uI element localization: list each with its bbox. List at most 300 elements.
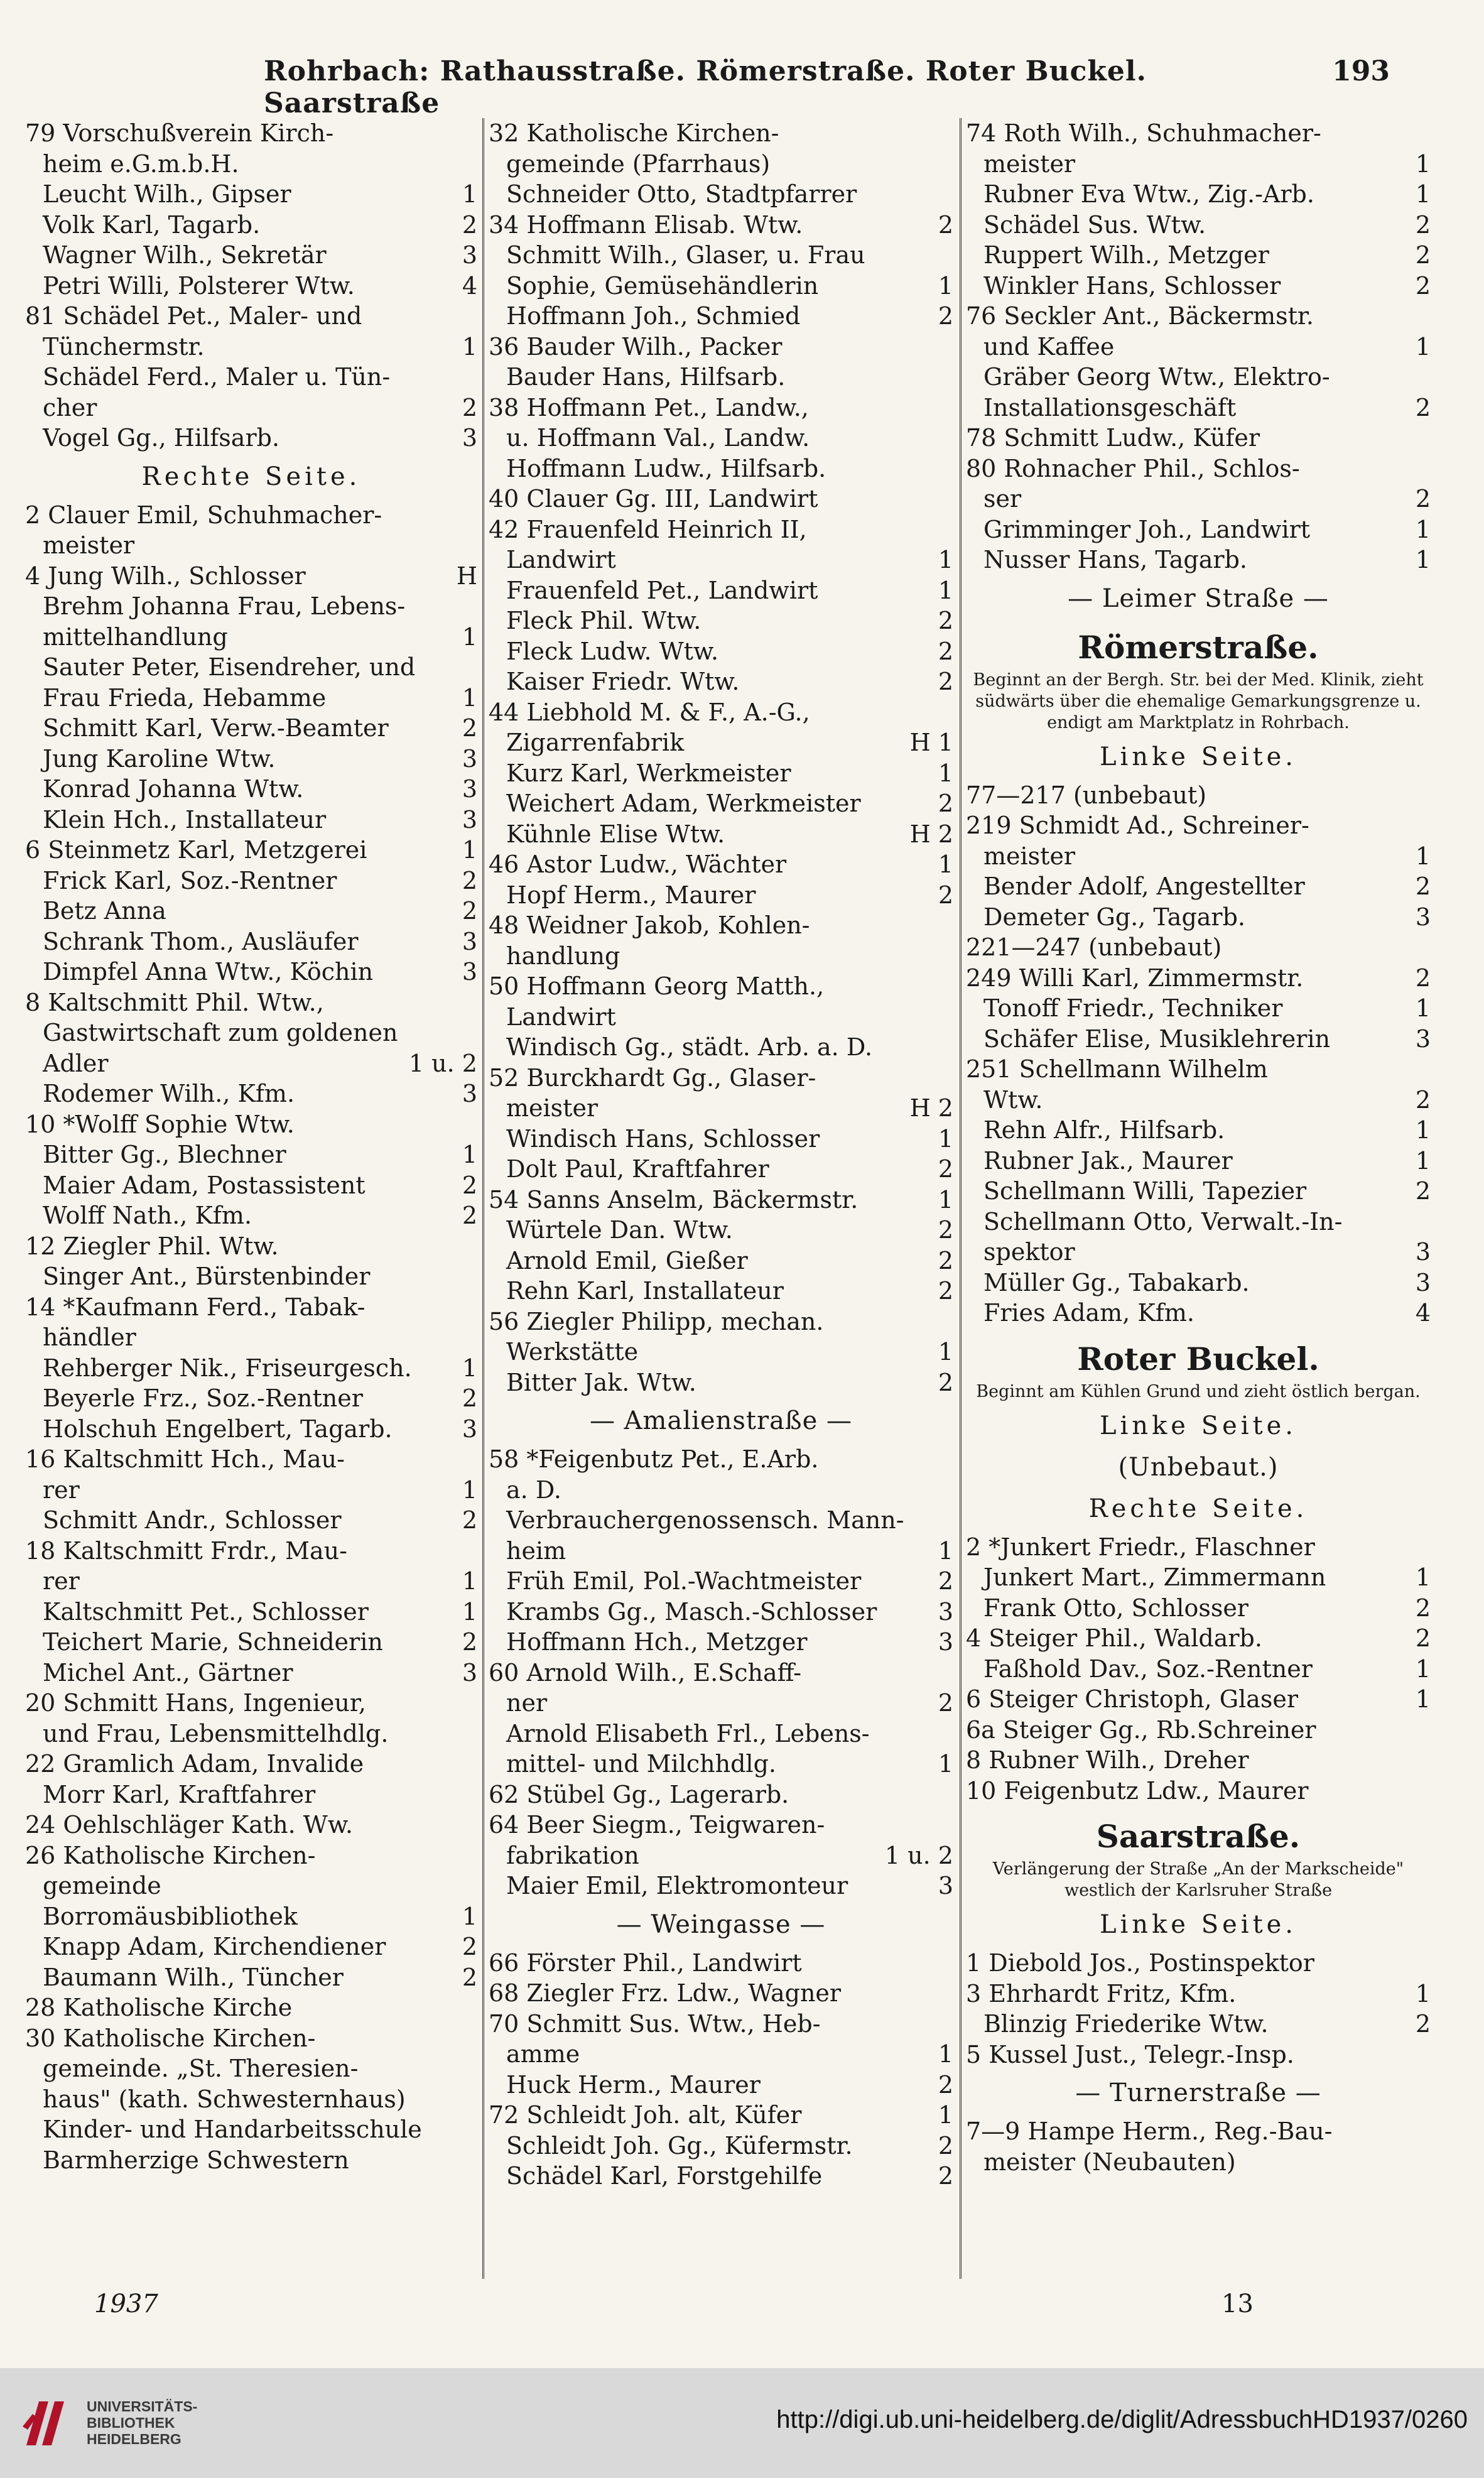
resident-entry bbox=[25, 530, 477, 561]
floor-number: 3 bbox=[1415, 1024, 1431, 1053]
resident-entry bbox=[25, 1322, 477, 1353]
section-heading: Linke Seite. bbox=[1099, 1910, 1297, 1939]
floor-number: 1 bbox=[938, 576, 953, 604]
resident-entry bbox=[25, 774, 477, 805]
resident-entry bbox=[489, 1124, 953, 1155]
entry-text: 18 Kaltschmitt Frdr., Mau- bbox=[25, 1536, 347, 1565]
entry-text: Singer Ant., Bürstenbinder bbox=[43, 1263, 371, 1290]
entry-text: Brehm Johanna Frau, Lebens- bbox=[43, 592, 406, 620]
entry-text: 10 *Wolff Sophie Wtw. bbox=[25, 1110, 295, 1138]
entry-text: 249 Willi Karl, Zimmermstr. bbox=[966, 964, 1304, 992]
resident-entry bbox=[489, 1475, 953, 1506]
house-entry bbox=[25, 118, 477, 149]
entry-text: Baumann Wilh., Tüncher bbox=[43, 1963, 344, 1991]
resident-entry bbox=[489, 2161, 953, 2192]
floor-number: 2 bbox=[1415, 210, 1431, 239]
floor-number: 2 bbox=[462, 1384, 477, 1412]
floor-number: 2 bbox=[1415, 271, 1431, 300]
entry-text: Schädel Ferd., Maler u. Tün- bbox=[43, 363, 391, 391]
house-entry bbox=[966, 1684, 1431, 1715]
entry-text: mittelhandlung bbox=[43, 622, 228, 651]
entry-text: Leucht Wilh., Gipser bbox=[43, 180, 291, 208]
floor-number: 1 bbox=[462, 622, 477, 651]
entry-text: Installationsgeschäft bbox=[983, 393, 1237, 421]
floor-number: 2 bbox=[1415, 872, 1431, 900]
entry-text: Bauder Hans, Hilfsarb. bbox=[506, 363, 786, 391]
entry-text: 20 Schmitt Hans, Ingenieur, bbox=[25, 1689, 366, 1717]
entry-text: Weichert Adam, Werkmeister bbox=[506, 790, 861, 817]
floor-number: 4 bbox=[462, 271, 477, 300]
resident-entry bbox=[25, 149, 477, 180]
floor-number: 2 bbox=[938, 1567, 953, 1595]
house-entry bbox=[489, 393, 953, 423]
floor-number: 2 bbox=[938, 302, 953, 330]
resident-entry bbox=[489, 575, 953, 606]
floor-number: 1 bbox=[1415, 1685, 1431, 1713]
resident-entry bbox=[966, 271, 1431, 302]
entry-text: ner bbox=[506, 1689, 548, 1717]
entry-text: Arnold Emil, Gießer bbox=[506, 1246, 748, 1274]
resident-entry bbox=[25, 240, 477, 271]
entry-text: meister bbox=[983, 149, 1076, 178]
entry-text: Holschuh Engelbert, Tagarb. bbox=[43, 1415, 393, 1443]
floor-number: 1 bbox=[1415, 1979, 1431, 2008]
entry-text: Rubner Eva Wtw., Zig.-Arb. bbox=[983, 180, 1314, 208]
floor-number: 3 bbox=[462, 241, 477, 269]
resident-entry bbox=[489, 758, 953, 789]
entry-text: 7—9 Hampe Herm., Reg.-Bau- bbox=[966, 2117, 1333, 2145]
resident-entry bbox=[25, 1871, 477, 1901]
floor-number: 2 bbox=[462, 1628, 477, 1656]
entry-text: Frauenfeld Pet., Landwirt bbox=[506, 576, 818, 604]
floor-number: 1 bbox=[1415, 149, 1431, 178]
entry-text: Ruppert Wilh., Metzger bbox=[983, 241, 1269, 269]
entry-text: 44 Liebhold M. & F., A.-G., bbox=[489, 698, 810, 726]
resident-entry bbox=[966, 1593, 1431, 1624]
street-description: Beginnt am Kühlen Grund und zieht östlich bergan. bbox=[976, 1381, 1421, 1401]
resident-entry bbox=[489, 1627, 953, 1658]
resident-entry bbox=[489, 1154, 953, 1185]
house-entry bbox=[966, 963, 1431, 994]
resident-entry bbox=[966, 902, 1431, 933]
floor-number: 2 bbox=[462, 1933, 477, 1960]
floor-number: 4 bbox=[1415, 1299, 1431, 1327]
entry-text: Hoffmann Hch., Metzger bbox=[506, 1628, 808, 1656]
house-entry bbox=[25, 1840, 477, 1871]
page-number: 193 bbox=[1332, 55, 1390, 87]
resident-entry bbox=[489, 1749, 953, 1780]
resident-entry bbox=[25, 2114, 477, 2145]
entry-text: Vogel Gg., Hilfsarb. bbox=[43, 424, 280, 452]
entry-text: meister bbox=[506, 1094, 598, 1122]
entry-text: Hoffmann Ludw., Hilfsarb. bbox=[506, 454, 826, 482]
entry-text: 48 Weidner Jakob, Kohlen- bbox=[489, 911, 810, 939]
floor-number: 3 bbox=[462, 958, 477, 986]
entry-text: Frank Otto, Schlosser bbox=[983, 1594, 1248, 1622]
house-entry bbox=[489, 1307, 953, 1337]
floor-number: 1 bbox=[938, 850, 953, 878]
entry-text: 5 Kussel Just., Telegr.-Insp. bbox=[966, 2040, 1294, 2068]
resident-entry bbox=[489, 454, 953, 484]
resident-entry bbox=[25, 1139, 477, 1170]
entry-text: 64 Beer Siegm., Teigwaren- bbox=[489, 1811, 825, 1839]
entry-text: Schrank Thom., Ausläufer bbox=[43, 927, 359, 955]
floor-number: 2 bbox=[938, 1277, 953, 1305]
resident-entry bbox=[489, 1688, 953, 1719]
entry-text: Landwirt bbox=[506, 546, 616, 573]
resident-entry bbox=[966, 1562, 1431, 1593]
entry-text: Fleck Ludw. Wtw. bbox=[506, 637, 719, 665]
house-entry bbox=[489, 849, 953, 880]
resident-entry bbox=[489, 1032, 953, 1063]
resident-entry bbox=[966, 484, 1431, 514]
floor-number: 1 bbox=[462, 1597, 477, 1626]
resident-entry bbox=[25, 927, 477, 957]
floor-number: 1 bbox=[1415, 180, 1431, 208]
floor-number: 2 bbox=[938, 1246, 953, 1274]
resident-entry bbox=[25, 1719, 477, 1749]
house-entry bbox=[966, 118, 1431, 149]
house-entry bbox=[489, 1185, 953, 1215]
entry-text: Petri Willi, Polsterer Wtw. bbox=[43, 271, 355, 300]
house-entry bbox=[966, 780, 1431, 811]
floor-number: 2 bbox=[462, 714, 477, 742]
resident-entry bbox=[489, 788, 953, 819]
entry-text: 14 *Kaufmann Ferd., Tabak- bbox=[25, 1293, 366, 1321]
floor-number: 1 bbox=[938, 1185, 953, 1214]
entry-text: händler bbox=[43, 1323, 136, 1351]
floor-number: 3 bbox=[938, 1628, 953, 1656]
floor-number: H 2 bbox=[909, 1094, 953, 1122]
floor-number: 3 bbox=[462, 424, 477, 452]
resident-entry bbox=[966, 210, 1431, 241]
entry-text: Schneider Otto, Stadtpfarrer bbox=[506, 180, 857, 208]
floor-number: 2 bbox=[938, 2131, 953, 2160]
house-entry bbox=[966, 1979, 1431, 2009]
entry-text: Bender Adolf, Angestellter bbox=[983, 872, 1305, 900]
resident-entry bbox=[25, 591, 477, 622]
entry-text: 34 Hoffmann Elisab. Wtw. bbox=[489, 210, 803, 239]
floor-number: 1 bbox=[1415, 1563, 1431, 1591]
entry-text: 78 Schmitt Ludw., Küfer bbox=[966, 424, 1260, 452]
resident-entry bbox=[489, 271, 953, 302]
entry-text: Gastwirtschaft zum goldenen bbox=[43, 1019, 398, 1046]
entry-text: Früh Emil, Pol.-Wachtmeister bbox=[506, 1567, 862, 1595]
entry-text: Kühnle Elise Wtw. bbox=[506, 820, 725, 848]
entry-text: Hoffmann Joh., Schmied bbox=[506, 302, 801, 330]
resident-entry bbox=[966, 1654, 1431, 1685]
column-middle bbox=[489, 118, 953, 2279]
resident-entry bbox=[489, 2070, 953, 2100]
house-entry bbox=[489, 910, 953, 941]
house-entry bbox=[489, 1444, 953, 1475]
resident-entry bbox=[489, 1337, 953, 1367]
entry-text: gemeinde bbox=[43, 1872, 161, 1899]
entry-text: Blinzig Friederike Wtw. bbox=[983, 2010, 1269, 2038]
floor-number: 2 bbox=[1415, 964, 1431, 992]
floor-number: 2 bbox=[1415, 1594, 1431, 1622]
entry-text: 3 Ehrhardt Fritz, Kfm. bbox=[966, 1979, 1237, 2008]
entry-text: Frau Frieda, Hebamme bbox=[43, 683, 327, 712]
floor-number: 1 bbox=[938, 759, 953, 787]
entry-text: u. Hoffmann Val., Landw. bbox=[506, 424, 810, 452]
entry-text: Bitter Jak. Wtw. bbox=[506, 1368, 696, 1396]
entry-text: 79 Vorschußverein Kirch- bbox=[25, 119, 334, 147]
entry-text: Grimminger Joh., Landwirt bbox=[983, 515, 1311, 543]
entry-text: 4 Jung Wilh., Schlosser bbox=[25, 562, 306, 590]
floor-number: 2 bbox=[1415, 241, 1431, 269]
entry-text: 32 Katholische Kirchen- bbox=[489, 119, 779, 147]
resident-entry bbox=[489, 941, 953, 972]
resident-entry bbox=[489, 1093, 953, 1124]
street-description: Beginnt an der Bergh. Str. bei der Med. Klinik, zieht südwärts über die ehemalige Gemarkungsgrenze u. endigt am Marktplatz in Rohrbach. bbox=[973, 670, 1424, 732]
house-entry bbox=[966, 423, 1431, 454]
entry-text: Rubner Jak., Maurer bbox=[983, 1146, 1233, 1175]
floor-number: 1 bbox=[462, 836, 477, 864]
entry-text: rer bbox=[43, 1475, 80, 1504]
resident-entry bbox=[489, 2131, 953, 2161]
house-entry bbox=[489, 484, 953, 514]
entry-text: 221—247 (unbebaut) bbox=[966, 933, 1222, 961]
entry-text: Sauter Peter, Eisendreher, und bbox=[43, 653, 416, 681]
entry-text: 52 Burckhardt Gg., Glaser- bbox=[489, 1063, 816, 1092]
entry-text: Wtw. bbox=[983, 1085, 1043, 1114]
entry-text: Windisch Hans, Schlosser bbox=[506, 1124, 820, 1153]
entry-text: 81 Schädel Pet., Maler- und bbox=[25, 302, 362, 330]
entry-text: Jung Karoline Wtw. bbox=[43, 744, 276, 773]
floor-number: 2 bbox=[1415, 393, 1431, 421]
house-entry bbox=[489, 971, 953, 1002]
entry-text: Bitter Gg., Blechner bbox=[43, 1141, 286, 1168]
house-entry bbox=[966, 2116, 1431, 2147]
resident-entry bbox=[489, 301, 953, 332]
floor-number: H 1 bbox=[909, 729, 953, 756]
floor-number: 2 bbox=[938, 790, 953, 817]
house-entry bbox=[966, 1532, 1431, 1563]
entry-text: 66 Förster Phil., Landwirt bbox=[489, 1948, 802, 1977]
house-entry bbox=[966, 1054, 1431, 1085]
entry-text: fabrikation bbox=[506, 1841, 639, 1869]
source-url-link[interactable]: http://digi.ub.uni-heidelberg.de/diglit/AdressbuchHD1937/0260 bbox=[776, 2406, 1468, 2433]
resident-entry bbox=[966, 149, 1431, 180]
resident-entry bbox=[25, 1780, 477, 1810]
entry-text: 2 *Junkert Friedr., Flaschner bbox=[966, 1533, 1315, 1561]
entry-text: Schädel Karl, Forstgehilfe bbox=[506, 2162, 823, 2190]
entry-text: Volk Karl, Tagarb. bbox=[43, 210, 261, 239]
cross-street-marker: (Unbebaut.) bbox=[1118, 1452, 1279, 1482]
resident-entry bbox=[489, 1871, 953, 1901]
entry-text: amme bbox=[506, 2040, 580, 2068]
entry-text: Konrad Johanna Wtw. bbox=[43, 775, 304, 803]
library-name bbox=[87, 2398, 197, 2447]
house-entry bbox=[25, 1688, 477, 1719]
resident-entry bbox=[489, 1367, 953, 1398]
street-heading: Roter Buckel. bbox=[1077, 1340, 1319, 1378]
resident-entry bbox=[25, 1566, 477, 1597]
entry-text: 42 Frauenfeld Heinrich II, bbox=[489, 515, 807, 543]
entry-text: Kaltschmitt Pet., Schlosser bbox=[43, 1597, 369, 1626]
resident-entry bbox=[25, 1627, 477, 1658]
library-footer-bar bbox=[0, 2368, 1484, 2478]
entry-text: Kaiser Friedr. Wtw. bbox=[506, 668, 740, 695]
house-entry bbox=[489, 1978, 953, 2009]
house-entry bbox=[966, 932, 1431, 963]
house-entry bbox=[25, 2023, 477, 2054]
resident-entry bbox=[25, 622, 477, 653]
entry-text: Landwirt bbox=[506, 1003, 616, 1031]
floor-number: 2 bbox=[938, 1155, 953, 1183]
resident-entry bbox=[489, 2039, 953, 2070]
entry-text: Dolt Paul, Kraftfahrer bbox=[506, 1155, 769, 1183]
floor-number: 3 bbox=[1415, 1268, 1431, 1296]
floor-number: 2 bbox=[462, 1202, 477, 1229]
resident-entry bbox=[966, 514, 1431, 545]
resident-entry bbox=[966, 1176, 1431, 1207]
floor-number: H bbox=[456, 562, 477, 590]
resident-entry bbox=[489, 1002, 953, 1033]
entry-text: rer bbox=[43, 1567, 80, 1595]
entry-text: handlung bbox=[506, 942, 620, 970]
floor-number: 2 bbox=[1415, 2010, 1431, 2038]
house-entry bbox=[489, 1063, 953, 1094]
entry-text: Tonoff Friedr., Techniker bbox=[983, 994, 1283, 1022]
column-divider bbox=[482, 118, 484, 2279]
entry-text: Teichert Marie, Schneiderin bbox=[43, 1628, 383, 1656]
entry-text: 26 Katholische Kirchen- bbox=[25, 1841, 316, 1869]
resident-entry bbox=[966, 1115, 1431, 1146]
entry-text: Adler bbox=[43, 1049, 109, 1077]
house-entry bbox=[25, 1444, 477, 1475]
resident-entry bbox=[966, 841, 1431, 872]
floor-number: 3 bbox=[938, 1597, 953, 1626]
entry-text: Schellmann Otto, Verwalt.-In- bbox=[983, 1207, 1343, 1236]
entry-text: Rehberger Nik., Friseurgesch. bbox=[43, 1354, 412, 1382]
house-entry bbox=[489, 1658, 953, 1688]
entry-text: Hopf Herm., Maurer bbox=[506, 881, 756, 909]
cross-street-marker: — Amalienstraße — bbox=[589, 1406, 853, 1435]
floor-number: 3 bbox=[462, 927, 477, 955]
entry-text: 72 Schleidt Joh. alt, Küfer bbox=[489, 2101, 802, 2129]
section-heading: Rechte Seite. bbox=[1088, 1494, 1308, 1523]
street-heading: Saarstraße. bbox=[1096, 1818, 1301, 1855]
floor-number: 2 bbox=[938, 2070, 953, 2099]
house-entry bbox=[966, 2040, 1431, 2070]
floor-number: 3 bbox=[462, 1080, 477, 1107]
resident-entry bbox=[25, 652, 477, 683]
entry-text: Kinder- und Handarbeitsschule bbox=[43, 2116, 422, 2143]
resident-entry bbox=[489, 1840, 953, 1871]
resident-entry bbox=[25, 393, 477, 423]
resident-entry bbox=[966, 393, 1431, 423]
floor-number: 2 bbox=[462, 897, 477, 925]
entry-text: 219 Schmidt Ad., Schreiner- bbox=[966, 812, 1309, 839]
resident-entry bbox=[489, 362, 953, 393]
entry-text: 1 Diebold Jos., Postinspektor bbox=[966, 1949, 1314, 1977]
entry-text: Knapp Adam, Kirchendiener bbox=[43, 1933, 386, 1960]
house-entry bbox=[966, 1948, 1431, 1979]
floor-number: 2 bbox=[462, 393, 477, 421]
resident-entry bbox=[25, 744, 477, 774]
entry-text: 58 *Feigenbutz Pet., E.Arb. bbox=[489, 1445, 819, 1473]
resident-entry bbox=[25, 1200, 477, 1231]
resident-entry bbox=[25, 1261, 477, 1292]
floor-number: 2 bbox=[462, 1171, 477, 1199]
footer-sheet-number: 13 bbox=[1221, 2290, 1254, 2318]
floor-number: 1 bbox=[462, 1354, 477, 1382]
footer-year: 1937 bbox=[94, 2290, 158, 2318]
resident-entry bbox=[489, 1719, 953, 1749]
resident-entry bbox=[489, 423, 953, 454]
entry-text: a. D. bbox=[506, 1475, 562, 1504]
column-left bbox=[25, 118, 477, 2279]
resident-entry bbox=[25, 683, 477, 714]
entry-text: 76 Seckler Ant., Bäckermstr. bbox=[966, 302, 1314, 330]
resident-entry bbox=[25, 2145, 477, 2176]
floor-number: 3 bbox=[462, 1658, 477, 1687]
resident-entry bbox=[966, 871, 1431, 902]
house-entry bbox=[489, 697, 953, 728]
directory-columns bbox=[25, 118, 1431, 2285]
house-entry bbox=[966, 810, 1431, 841]
resident-entry bbox=[25, 1353, 477, 1384]
entry-text: Fries Adam, Kfm. bbox=[983, 1299, 1194, 1327]
resident-entry bbox=[25, 1414, 477, 1445]
house-entry bbox=[25, 835, 477, 866]
entry-text: Faßhold Dav., Soz.-Rentner bbox=[983, 1655, 1313, 1683]
library-logo-icon bbox=[14, 2392, 77, 2455]
resident-entry bbox=[966, 1237, 1431, 1268]
resident-entry bbox=[966, 332, 1431, 362]
house-entry bbox=[966, 1745, 1431, 1776]
floor-number: 2 bbox=[462, 1963, 477, 1991]
entry-text: 6 Steinmetz Karl, Metzgerei bbox=[25, 836, 367, 864]
floor-number: 3 bbox=[1415, 1238, 1431, 1266]
entry-text: Arnold Elisabeth Frl., Lebens- bbox=[506, 1719, 870, 1747]
entry-text: Wolff Nath., Kfm. bbox=[43, 1202, 252, 1229]
resident-entry bbox=[489, 1536, 953, 1567]
entry-text: Würtele Dan. Wtw. bbox=[506, 1216, 733, 1244]
floor-number: 1 bbox=[1415, 994, 1431, 1022]
floor-number: 2 bbox=[938, 2162, 953, 2190]
resident-entry bbox=[966, 1298, 1431, 1329]
entry-text: spektor bbox=[983, 1238, 1075, 1266]
resident-entry bbox=[489, 1276, 953, 1307]
entry-text: Rehn Karl, Installateur bbox=[506, 1277, 784, 1305]
house-entry bbox=[966, 301, 1431, 332]
entry-text: meister bbox=[43, 531, 135, 559]
house-entry bbox=[489, 2100, 953, 2131]
entry-text: Schmitt Andr., Schlosser bbox=[43, 1506, 342, 1534]
entry-text: Demeter Gg., Tagarb. bbox=[983, 903, 1245, 931]
entry-text: 10 Feigenbutz Ldw., Maurer bbox=[966, 1776, 1309, 1805]
resident-entry bbox=[966, 1024, 1431, 1055]
resident-entry bbox=[489, 1505, 953, 1536]
house-entry bbox=[966, 1776, 1431, 1807]
floor-number: 1 bbox=[1415, 546, 1431, 573]
entry-text: meister (Neubauten) bbox=[983, 2148, 1236, 2176]
floor-number: 2 bbox=[938, 607, 953, 634]
entry-text: Windisch Gg., städt. Arb. a. D. bbox=[506, 1033, 873, 1061]
entry-text: Krambs Gg., Masch.-Schlosser bbox=[506, 1597, 877, 1626]
floor-number: 1 bbox=[1415, 332, 1431, 361]
entry-text: Dimpfel Anna Wtw., Köchin bbox=[43, 958, 374, 986]
resident-entry bbox=[489, 1246, 953, 1276]
entry-text: Betz Anna bbox=[43, 897, 166, 925]
entry-text: 24 Oehlschläger Kath. Ww. bbox=[25, 1811, 353, 1839]
house-entry bbox=[25, 1536, 477, 1567]
floor-number: 2 bbox=[938, 1689, 953, 1717]
house-entry bbox=[489, 1948, 953, 1979]
